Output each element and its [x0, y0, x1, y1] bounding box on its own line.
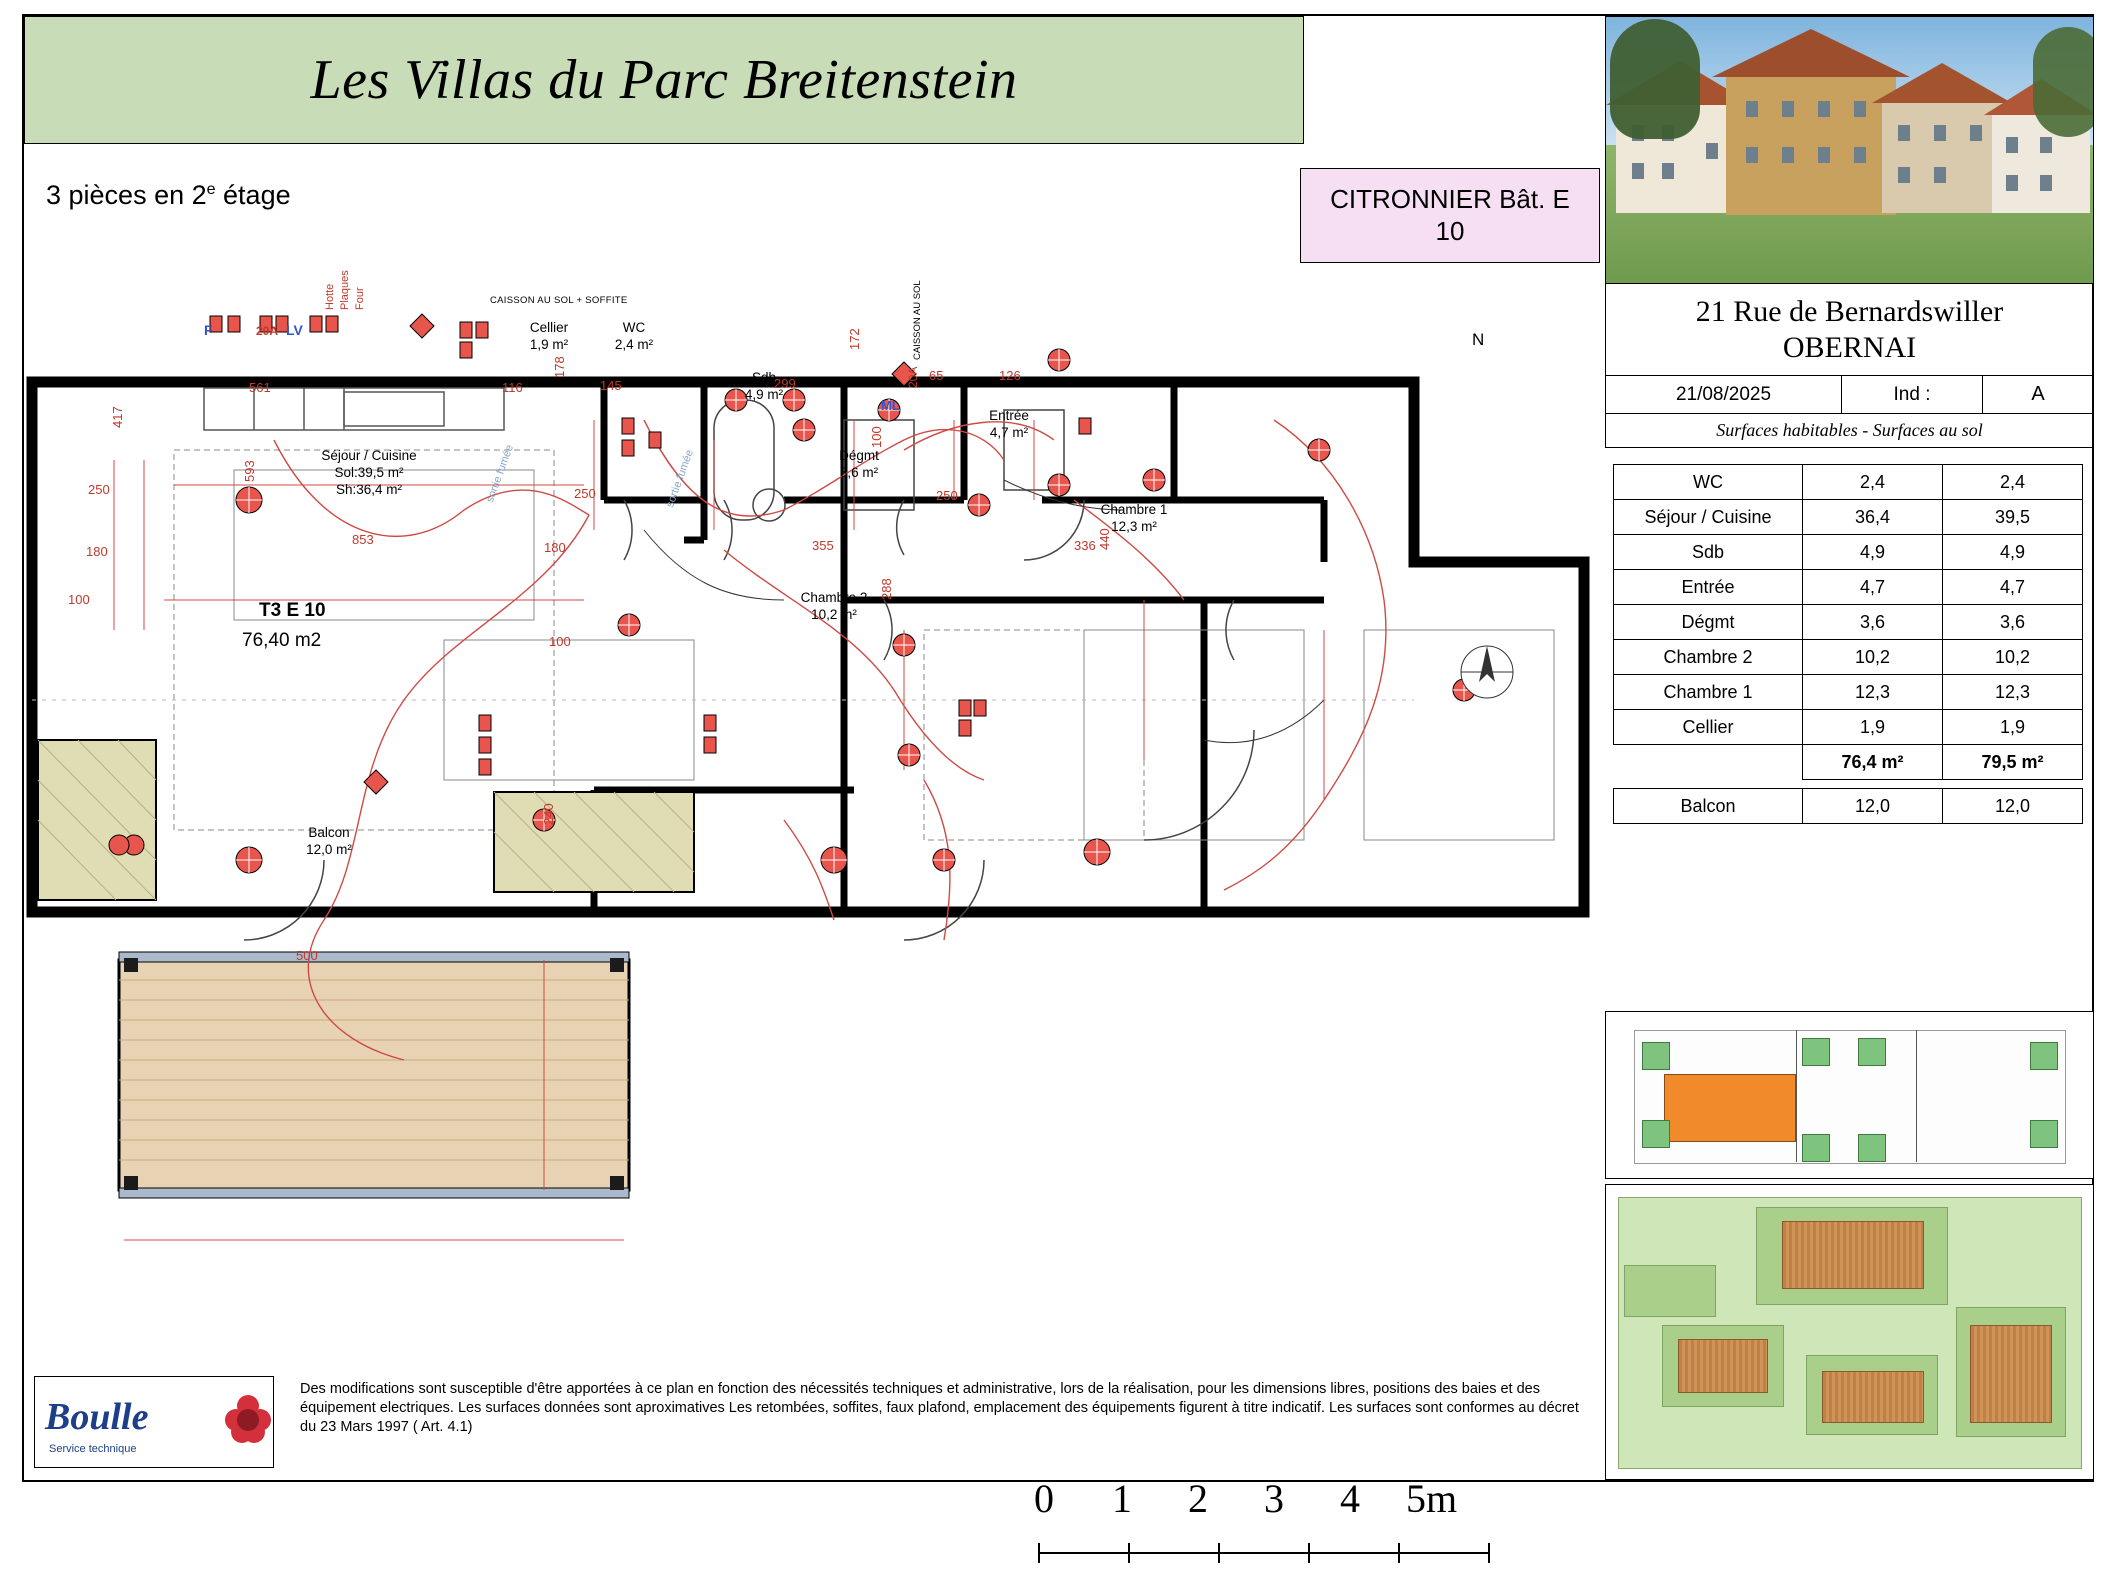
- surface-habitable: 10,2: [1803, 640, 1943, 675]
- dim-336: 336: [1074, 538, 1096, 553]
- apartment-type-ordinal: e: [206, 181, 216, 198]
- table-row: [1614, 535, 2083, 570]
- table-row: [1614, 570, 2083, 605]
- dim-100-a: 100: [68, 592, 90, 607]
- room-name-degmt: Dégmt: [839, 448, 879, 463]
- north-arrow: [1454, 630, 1520, 702]
- dim-240: 240: [541, 803, 556, 825]
- table-spacer: [1614, 780, 2083, 789]
- scale-tick-1: 1: [1112, 1476, 1132, 1521]
- dim-145: 145: [600, 378, 622, 393]
- room-label-balcon: [269, 825, 389, 859]
- table-row: [1614, 605, 2083, 640]
- table-row: [1614, 710, 2083, 745]
- room-name-cellier: Cellier: [529, 320, 569, 335]
- dim-500: 500: [296, 948, 318, 963]
- fridge-label: F: [204, 322, 213, 338]
- surface-au-sol: 39,5: [1943, 500, 2083, 535]
- table-row: [1614, 500, 2083, 535]
- surface-room-name: Dégmt: [1614, 605, 1803, 640]
- room-name-sdb: Sdb: [751, 370, 777, 385]
- room-area-balcon: 12,0 m²: [306, 841, 352, 857]
- dim-178: 178: [552, 356, 567, 378]
- rendering-tree-left: [1610, 19, 1700, 139]
- ml-label: ML: [881, 398, 900, 413]
- surface-total-au-sol: 79,5 m²: [1943, 745, 2083, 780]
- dim-417: 417: [110, 406, 125, 428]
- room-area-cellier: 1,9 m²: [529, 336, 569, 352]
- floor-plan-vector: [24, 300, 1594, 1360]
- company-logo-subtitle: Service technique: [49, 1443, 137, 1455]
- room-label-entree: [954, 408, 1064, 442]
- project-address: [1605, 284, 2094, 376]
- dim-250-b: 250: [574, 486, 596, 501]
- scale-tick-5: 5m: [1406, 1476, 1458, 1521]
- surface-au-sol: 2,4: [1943, 465, 2083, 500]
- surface-au-sol: 3,6: [1943, 605, 2083, 640]
- room-label-chambre1: [1079, 502, 1189, 536]
- rendering-building-c: [1882, 101, 2002, 213]
- room-name-sejour: Séjour / Cuisine: [321, 448, 417, 463]
- surface-habitable: 12,3: [1803, 675, 1943, 710]
- dim-593: 593: [242, 460, 257, 482]
- room-area-wc: 2,4 m²: [614, 336, 654, 352]
- surface-room-name: Séjour / Cuisine: [1614, 500, 1803, 535]
- dim-250-a: 250: [88, 482, 110, 497]
- table-row: [1614, 675, 2083, 710]
- surface-au-sol: 10,2: [1943, 640, 2083, 675]
- note-caisson-side: CAISSON AU SOL: [912, 280, 923, 360]
- apartment-type-suffix: étage: [215, 180, 291, 210]
- room-area-chambre2: 10,2 m²: [811, 606, 857, 622]
- company-logo-box: [34, 1376, 274, 1468]
- surface-balcon-au-sol: 12,0: [1943, 789, 2083, 824]
- dim-180-b: 180: [544, 540, 566, 555]
- revision-date: 21/08/2025: [1606, 376, 1842, 413]
- surface-total-habitable: 76,4 m²: [1803, 745, 1943, 780]
- dim-126: 126: [999, 368, 1021, 383]
- scale-bar: [1034, 1475, 1594, 1585]
- table-row: [1614, 465, 2083, 500]
- room-label-wc: [579, 320, 689, 354]
- title-banner: [24, 16, 1304, 144]
- surface-room-name: Entrée: [1614, 570, 1803, 605]
- address-street: 21 Rue de Bernardswiller: [1695, 295, 2004, 329]
- surface-balcon-name: Balcon: [1614, 789, 1803, 824]
- project-title: Les Villas du Parc Breitenstein: [310, 49, 1018, 111]
- revision-index-label: Ind :: [1842, 376, 1983, 413]
- legal-disclaimer: Des modifications sont susceptible d'être apportées à ce plan en fonction des nécessités techniques et administrative, lors de la réalisation, pour les dimensions libres, positions des baies et des équipement electriques. Les surfaces données sont aproximatives Les retombées, soffites, faux plafond, emplacement des équipements figurent à titre indicatif. Les surfaces sont conformes au décret du 23 Mars 1997 ( Art. 4.1): [300, 1381, 1579, 1436]
- flower-icon: [225, 1395, 271, 1441]
- note-sortie-fumee-2: sortie fumée: [664, 448, 696, 510]
- room-label-degmt: [814, 448, 904, 482]
- dim-561: 561: [249, 380, 271, 395]
- room-name-entree: Entrée: [989, 408, 1029, 423]
- oven-label: Four: [354, 287, 366, 310]
- surface-habitable: 3,6: [1803, 605, 1943, 640]
- room-label-sejour-cuisine: [279, 448, 459, 499]
- dim-288: 288: [879, 578, 894, 600]
- scale-tick-3: 3: [1264, 1476, 1284, 1521]
- right-info-column: [1605, 16, 2094, 1480]
- surface-au-sol: 12,3: [1943, 675, 2083, 710]
- dim-180-a: 180: [86, 544, 108, 559]
- dim-100-b: 100: [549, 634, 571, 649]
- room-name-chambre1: Chambre 1: [1100, 502, 1168, 517]
- room-name-wc: WC: [622, 320, 646, 335]
- table-row-balcon: [1614, 789, 2083, 824]
- cooktop-label: Plaques: [339, 270, 351, 310]
- room-area-degmt: 3,6 m²: [839, 464, 879, 480]
- scale-tick-0: 0: [1034, 1476, 1054, 1521]
- dim-65: 65: [929, 368, 944, 383]
- surface-au-sol: 1,9: [1943, 710, 2083, 745]
- table-row: [1614, 640, 2083, 675]
- room-area-sejour-sol: Sol:39,5 m²: [334, 464, 404, 480]
- unit-code-label: T3 E 10: [259, 600, 326, 621]
- socket-20a-label-2: 20A: [906, 366, 920, 388]
- dim-116: 116: [502, 380, 523, 395]
- surface-habitable: 36,4: [1803, 500, 1943, 535]
- dim-440: 440: [1097, 528, 1112, 550]
- surface-habitable: 2,4: [1803, 465, 1943, 500]
- unit-area-label: 76,40 m2: [242, 630, 322, 651]
- note-caisson-top: CAISSON AU SOL + SOFFITE: [490, 295, 628, 306]
- surface-habitable: 4,9: [1803, 535, 1943, 570]
- apartment-type-prefix: 3 pièces en 2: [46, 180, 207, 210]
- surface-total-label: [1614, 745, 1803, 780]
- project-rendering-image: [1605, 16, 2094, 284]
- surface-habitable: 4,7: [1803, 570, 1943, 605]
- room-area-chambre1: 12,3 m²: [1111, 518, 1157, 534]
- rendering-tree-right: [2033, 27, 2094, 137]
- surface-au-sol: 4,7: [1943, 570, 2083, 605]
- room-name-chambre2: Chambre 2: [800, 590, 868, 605]
- room-area-sejour-sh: Sh:36,4 m²: [335, 481, 403, 497]
- room-area-sdb: 4,9 m²: [744, 386, 784, 402]
- surface-habitable: 1,9: [1803, 710, 1943, 745]
- lot-identifier-box: [1300, 168, 1600, 263]
- surfaces-table: [1613, 464, 2083, 824]
- lot-number-label: 10: [1435, 215, 1465, 246]
- room-name-balcon: Balcon: [308, 825, 350, 840]
- lot-building-label: CITRONNIER Bât. E: [1330, 184, 1570, 215]
- key-plan-floor-diagram: [1605, 1011, 2094, 1179]
- surface-room-name: Chambre 1: [1614, 675, 1803, 710]
- site-plan-diagram: [1605, 1184, 2094, 1480]
- note-sortie-fumee: sortie fumée: [484, 443, 516, 505]
- dim-250-c: 250: [936, 488, 958, 503]
- revision-index-value: A: [2031, 383, 2045, 405]
- scale-tick-2: 2: [1188, 1476, 1208, 1521]
- scale-tick-4: 4: [1340, 1476, 1360, 1521]
- apartment-type-label: [46, 180, 291, 211]
- surface-room-name: Cellier: [1614, 710, 1803, 745]
- hood-label: Hotte: [324, 283, 336, 310]
- surfaces-caption: Surfaces habitables - Surfaces au sol: [1605, 414, 2094, 448]
- dim-172: 172: [847, 328, 862, 350]
- scale-ruler: [1034, 1533, 1554, 1573]
- surface-room-name: WC: [1614, 465, 1803, 500]
- company-logo-text: Boulle: [45, 1396, 149, 1438]
- socket-20a-label: 20A: [256, 324, 279, 338]
- room-label-chambre2: [779, 590, 889, 624]
- address-city: OBERNAI: [1782, 330, 1917, 364]
- dim-853: 853: [352, 532, 374, 547]
- dim-355: 355: [812, 538, 834, 553]
- dim-100-c: 100: [869, 426, 884, 448]
- surface-au-sol: 4,9: [1943, 535, 2083, 570]
- key-plan-highlighted-unit: [1664, 1074, 1796, 1142]
- surface-room-name: Sdb: [1614, 535, 1803, 570]
- table-row-total: [1614, 745, 2083, 780]
- surface-room-name: Chambre 2: [1614, 640, 1803, 675]
- revision-bar: [1605, 376, 2094, 414]
- dim-299: 299: [774, 376, 796, 391]
- surface-balcon-habitable: 12,0: [1803, 789, 1943, 824]
- room-label-sdb: [714, 370, 814, 404]
- room-area-entree: 4,7 m²: [989, 424, 1029, 440]
- north-letter: N: [1472, 330, 1485, 349]
- dishwasher-label: LV: [286, 322, 303, 338]
- rendering-building-b: [1726, 75, 1896, 215]
